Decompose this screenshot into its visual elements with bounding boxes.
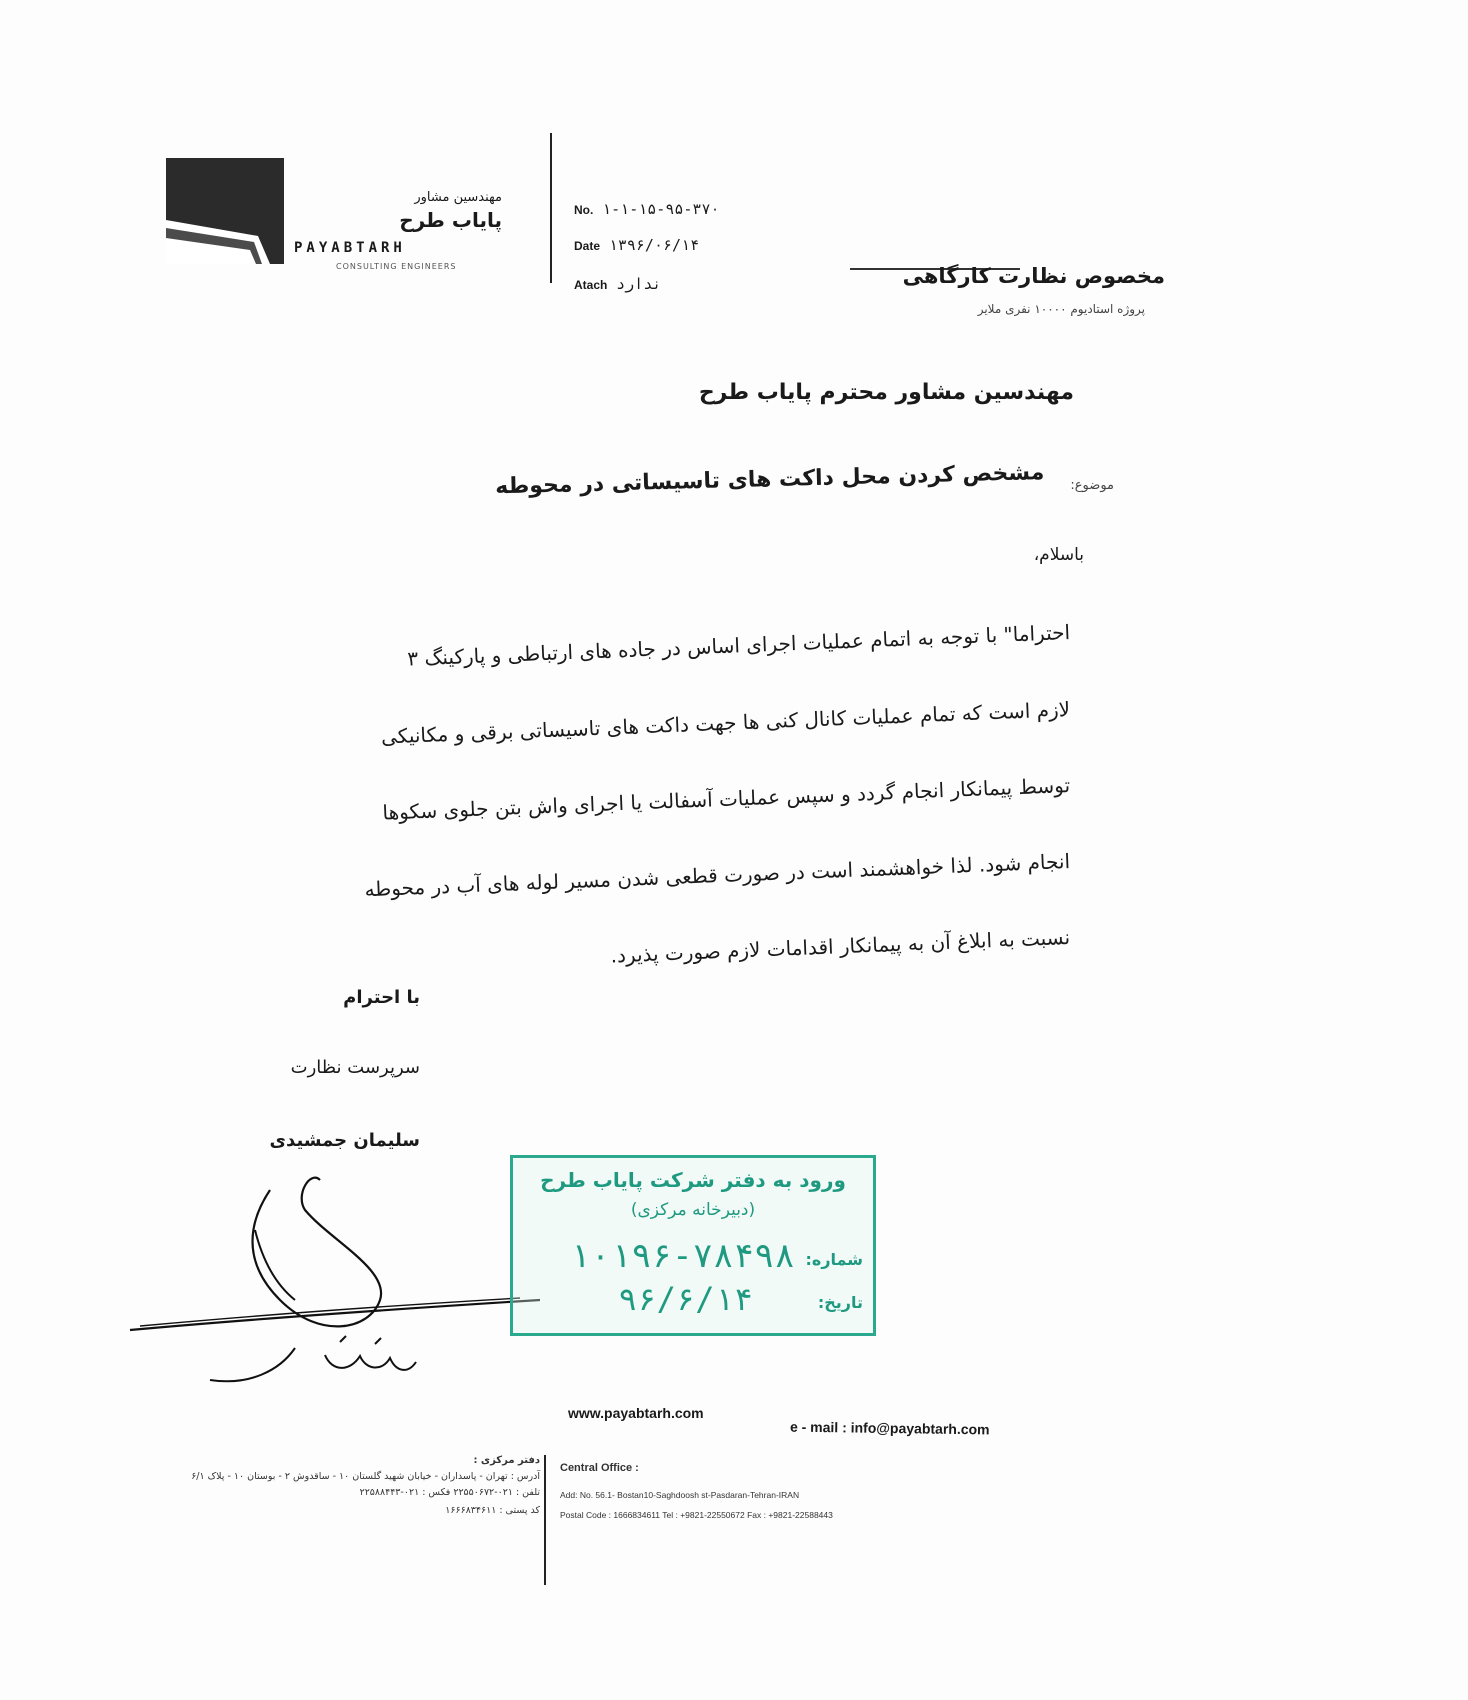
logo-title-small: مهندسین مشاور (414, 190, 502, 205)
central-office-en-label: Central Office : (560, 1462, 639, 1474)
body-line: توسط پیمانکار انجام گردد و سپس عملیات آسفالت یا اجرای واش بتن جلوی سکوها (381, 773, 1071, 825)
body-line: احتراما" با توجه به اتمام عملیات اجرای اساس در جاده های ارتباطی و پارکینگ ۳ (406, 620, 1071, 671)
project-title: مخصوص نظارت کارگاهی (902, 264, 1165, 288)
body-line: انجام شود. لذا خواهشمند است در صورت قطعی شدن مسیر لوله های آب در محوطه (364, 849, 1071, 902)
stamp-number-label: شماره: (805, 1250, 863, 1269)
postal-fa: کد پستی : ۱۶۶۶۸۳۴۶۱۱ (445, 1505, 540, 1516)
header-divider (550, 133, 552, 283)
letter-salutation: باسلام، (1033, 545, 1084, 565)
phone-fa: تلفن : ۰۲۱-۲۲۵۵۰۶۷۲ فکس : ۰۲۱-۲۲۵۸۸۴۴۳ (359, 1487, 540, 1498)
registry-stamp (510, 1155, 876, 1336)
body-line: نسبت به ابلاغ آن به پیمانکار اقدامات لازم صورت پذیرد. (610, 925, 1071, 968)
address-fa: آدرس : تهران - پاسداران - خیابان شهید گلستان ۱۰ - ساقدوش ۲ - بوستان ۱۰ - پلاک ۶/۱ (191, 1471, 540, 1482)
stamp-date-value: ۹۶/۶/۱۴ (618, 1280, 753, 1318)
letter-date-label: Date (574, 239, 601, 253)
footer-divider (544, 1455, 546, 1585)
signer-position: سرپرست نظارت (290, 1057, 420, 1078)
logo-mark-icon (166, 158, 284, 264)
letter-number-label: No. (574, 203, 594, 217)
website-link[interactable]: www.payabtarh.com (568, 1405, 704, 1421)
letter-date-value: ۱۳۹۶/۰۶/۱۴ (608, 236, 700, 254)
letter-number-value: ۱-۱-۱۵-۹۵-۳۷۰ (602, 200, 720, 218)
closing-regards: با احترام (343, 987, 420, 1008)
letter-subject: مشخص کردن محل داکت های تاسیساتی در محوطه (494, 460, 1045, 500)
email-link[interactable]: e - mail : info@payabtarh.com (789, 1418, 990, 1438)
stamp-title: ورود به دفتر شرکت پایاب طرح (540, 1168, 846, 1192)
handwritten-signature (120, 1150, 540, 1400)
central-office-fa-label: دفتر مرکزی : (473, 1455, 540, 1466)
letter-addressee: مهندسین مشاور محترم پایاب طرح (698, 380, 1074, 405)
subject-label: موضوع: (1070, 478, 1114, 493)
logo-english: PAYABTARH (294, 240, 406, 256)
letter-attachment-value: ندارد (616, 275, 662, 293)
letter-attachment (574, 275, 661, 293)
address-en: Add: No. 56.1- Bostan10-Saghdoosh st-Pasdaran-Tehran-IRAN (560, 1490, 800, 1500)
logo-english-sub: CONSULTING ENGINEERS (336, 262, 457, 271)
stamp-subtitle: (دبیرخانه مرکزی) (630, 1200, 756, 1220)
project-subtitle: پروژه استادیوم ۱۰۰۰۰ نفری ملایر (977, 302, 1145, 316)
company-logo (166, 158, 506, 288)
project-header (830, 238, 1165, 330)
logo-title: پایاب طرح (399, 208, 502, 232)
letter-date (574, 236, 699, 254)
body-line: لازم است که تمام عملیات کانال کنی ها جهت داکت های تاسیساتی برقی و مکانیکی (380, 697, 1071, 749)
letter-number (574, 200, 720, 218)
postal-en: Postal Code : 1666834611 Tel : +9821-22550672 Fax : +9821-22588443 (560, 1510, 833, 1520)
stamp-number-value: ۱۰۱۹۶-۷۸۴۹۸ (569, 1236, 795, 1276)
stamp-date-label: تاریخ: (817, 1293, 863, 1312)
signer-name: سلیمان جمشیدی (269, 1130, 420, 1151)
letter-attachment-label: Atach (574, 278, 608, 292)
